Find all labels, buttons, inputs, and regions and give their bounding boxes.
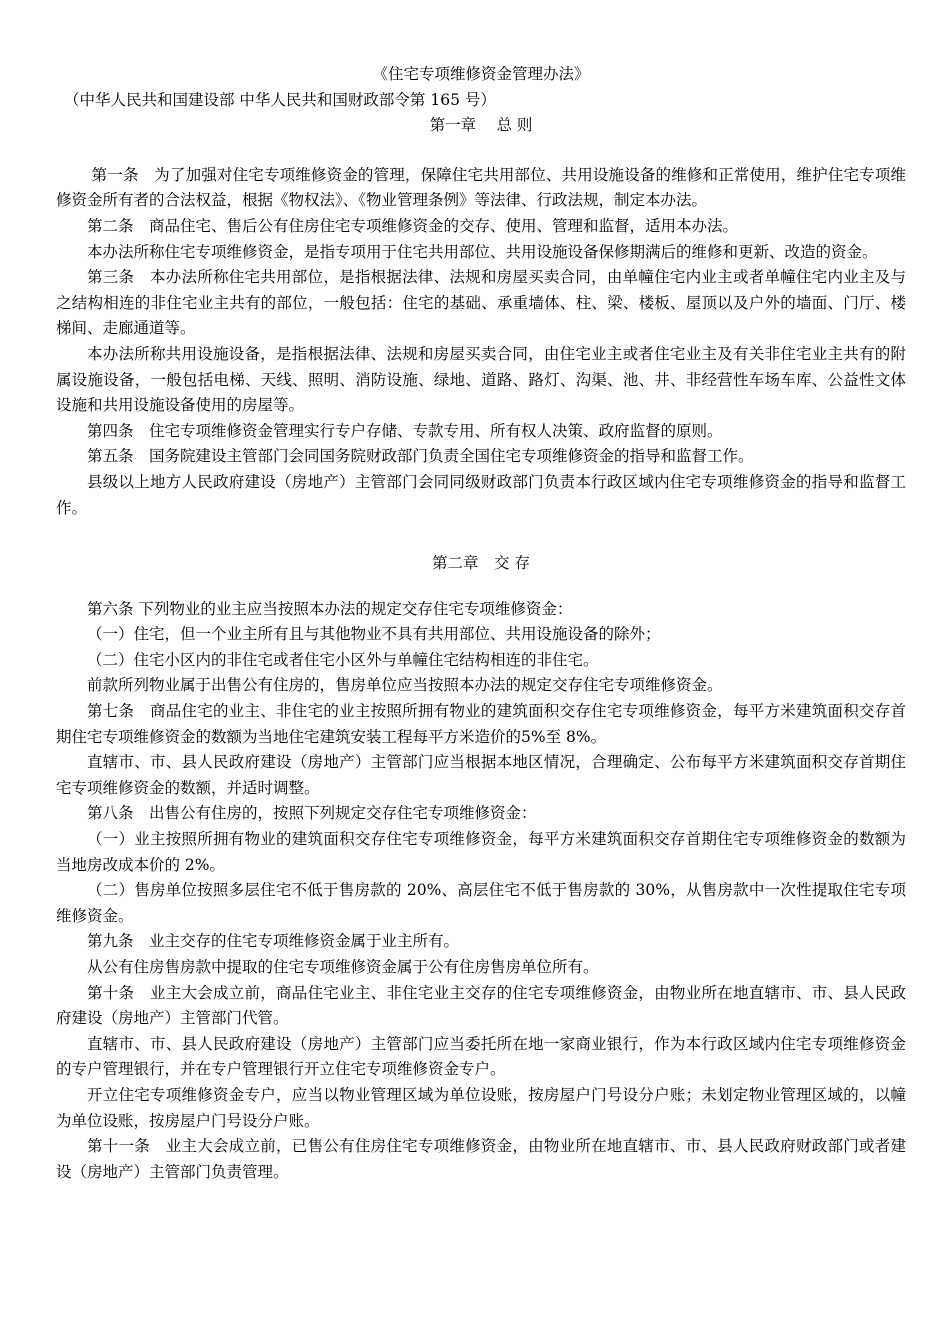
article-3: 第三条 本办法所称住宅共用部位，是指根据法律、法规和房屋买卖合同，由单幢住宅内业主或者单幢住宅内业主及与之结构相连的非住宅业主共有的部位，一般包括：住宅的基础、承重墙体、柱、梁、楼板、屋顶以及户外的墙面、门厅、楼梯间、走廊通道等。 xyxy=(56,268,906,338)
document-title: 《住宅专项维修资金管理办法》 xyxy=(372,65,590,83)
article-2-paragraph: 本办法所称住宅专项维修资金，是指专项用于住宅共用部位、共用设施设备保修期满后的维修和更新、改造的资金。 xyxy=(87,242,878,261)
article-10-paragraph-2: 直辖市、市、县人民政府建设（房地产）主管部门应当委托所在地一家商业银行，作为本行政区域内住宅专项维修资金的专户管理银行，并在专户管理银行开立住宅专项维修资金专户。 xyxy=(56,1034,906,1079)
chapter-1-heading: 第一章 总 则 xyxy=(429,116,533,135)
spacer xyxy=(56,139,906,163)
article-8: 第八条 出售公有住房的，按照下列规定交存住宅专项维修资金： xyxy=(87,804,537,823)
article-5: 第五条 国务院建设主管部门会同国务院财政部门负责全国住宅专项维修资金的指导和监督工作。 xyxy=(87,447,754,466)
article-10-paragraph-3: 开立住宅专项维修资金专户，应当以物业管理区域为单位设账，按房屋户门号设分户账；未划定物业管理区域的，以幢为单位设账，按房屋户门号设分户账。 xyxy=(56,1085,906,1130)
article-1: 第一条 为了加强对住宅专项维修资金的管理，保障住宅共用部位、共用设施设备的维修和正常使用，维护住宅专项维修资金所有者的合法权益，根据《物权法》、《物业管理条例》等法律、行政法规，制定本办法。 xyxy=(56,165,906,210)
article-6-item-2: （二）住宅小区内的非住宅或者住宅小区外与单幢住宅结构相连的非住宅。 xyxy=(87,650,599,669)
article-9: 第九条 业主交存的住宅专项维修资金属于业主所有。 xyxy=(87,932,460,951)
article-8-item-2: （二）售房单位按照多层住宅不低于售房款的 20%、高层住宅不低于售房款的 30%，从售房款中一次性提取住宅专项维修资金。 xyxy=(56,881,906,925)
article-4: 第四条 住宅专项维修资金管理实行专户存储、专款专用、所有权人决策、政府监督的原则。 xyxy=(87,421,723,440)
article-3-paragraph: 本办法所称共用设施设备，是指根据法律、法规和房屋买卖合同，由住宅业主或者住宅业主及有关非住宅业主共有的附属设施设备，一般包括电梯、天线、照明、消防设施、绿地、道路、路灯、沟渠、池、井、非经营性车场车库、公益性文体设施和共用设施设备使用的房屋等。 xyxy=(56,344,906,415)
article-7: 第七条 商品住宅的业主、非住宅的业主按照所拥有物业的建筑面积交存住宅专项维修资金，每平方米建筑面积交存首期住宅专项维修资金的数额为当地住宅建筑安装工程每平方米造价的5%至 8%。 xyxy=(56,702,906,746)
article-6-item-1: （一）住宅，但一个业主所有且与其他物业不具有共用部位、共用设施设备的除外； xyxy=(87,625,661,644)
article-7-paragraph: 直辖市、市、县人民政府建设（房地产）主管部门应当根据本地区情况，合理确定、公布每平方米建筑面积交存首期住宅专项维修资金的数额，并适时调整。 xyxy=(56,753,906,797)
article-2: 第二条 商品住宅、售后公有住房住宅专项维修资金的交存、使用、管理和监督，适用本办法。 xyxy=(87,216,739,235)
document-subtitle: （中华人民共和国建设部 中华人民共和国财政部令第 165 号） xyxy=(64,90,496,109)
chapter-2-heading: 第二章 交 存 xyxy=(432,554,530,573)
article-6-paragraph: 前款所列物业属于出售公有住房的，售房单位应当按照本办法的规定交存住宅专项维修资金。 xyxy=(87,676,723,695)
article-9-paragraph: 从公有住房售房款中提取的住宅专项维修资金属于公有住房售房单位所有。 xyxy=(87,958,599,976)
article-5-paragraph: 县级以上地方人民政府建设（房地产）主管部门会同同级财政部门负责本行政区域内住宅专项维修资金的指导和监督工作。 xyxy=(56,472,906,517)
document-body xyxy=(56,62,906,1185)
article-6: 第六条 下列物业的业主应当按照本办法的规定交存住宅专项维修资金： xyxy=(87,599,573,618)
article-11: 第十一条 业主大会成立前，已售公有住房住宅专项维修资金，由物业所在地直辖市、市、县人民政府财政部门或者建设（房地产）主管部门负责管理。 xyxy=(56,1137,906,1181)
article-8-item-1: （一）业主按照所拥有物业的建筑面积交存住宅专项维修资金，每平方米建筑面积交存首期住宅专项维修资金的数额为当地房改成本价的 2%。 xyxy=(56,830,906,874)
article-10: 第十条 业主大会成立前，商品住宅业主、非住宅业主交存的住宅专项维修资金，由物业所在地直辖市、市、县人民政府建设（房地产）主管部门代管。 xyxy=(56,983,906,1028)
